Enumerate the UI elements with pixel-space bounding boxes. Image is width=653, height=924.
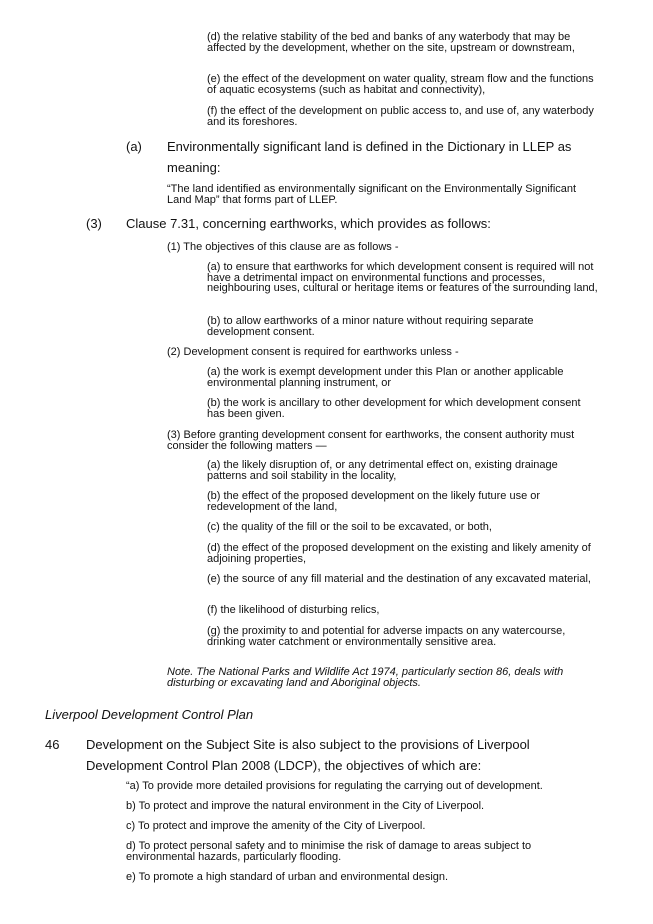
earthworks-sub1-item-b: (b) to allow earthworks of a minor nature without requiring separate development consent.	[207, 315, 534, 338]
para-a-marker: (a)	[126, 139, 142, 154]
para-46-text: Development on the Subject Site is also subject to the provisions of Liverpool Development Control Plan 2008 (LDCP), the objectives of which are:	[86, 737, 530, 773]
earthworks-sub3-item-a: (a) the likely disruption of, or any detrimental effect on, existing drainage patterns and soil stability in the locality,	[207, 459, 558, 482]
earthworks-note: Note. The National Parks and Wildlife Act 1974, particularly section 86, deals with disturbing or excavating land and Aboriginal objects.	[167, 666, 564, 689]
ldcp-objective-e: e) To promote a high standard of urban and environmental design.	[126, 871, 449, 883]
para-3-text: Clause 7.31, concerning earthworks, which provides as follows:	[126, 216, 491, 231]
para-a-quote: “The land identified as environmentally significant on the Environmentally Significant Land Map” that forms part of LLEP.	[167, 183, 577, 206]
earthworks-sub1-item-a: (a) to ensure that earthworks for which development consent is required will not have a detrimental impact on environmental functions and processes, neighbouring uses, cultural or heritage items or features of the surrounding land,	[207, 261, 598, 294]
earthworks-sub3-item-g: (g) the proximity to and potential for adverse impacts on any watercourse, drinking water catchment or environmentally sensitive area.	[207, 625, 566, 648]
clause-item-d: (d) the relative stability of the bed and banks of any waterbody that may be affected by the development, whether on the site, upstream or downstream,	[207, 31, 575, 54]
para-a-text: Environmentally significant land is defined in the Dictionary in LLEP as meaning:	[167, 139, 572, 175]
ldcp-objective-c: c) To protect and improve the amenity of the City of Liverpool.	[126, 820, 426, 832]
para-3-marker: (3)	[86, 216, 102, 231]
earthworks-sub2: (2) Development consent is required for earthworks unless -	[167, 346, 459, 358]
ldcp-objective-d: d) To protect personal safety and to minimise the risk of damage to areas subject to environmental hazards, particularly flooding.	[126, 840, 532, 863]
earthworks-sub3-item-e: (e) the source of any fill material and the destination of any excavated material,	[207, 573, 591, 585]
earthworks-sub2-item-b: (b) the work is ancillary to other development for which development consent has been given.	[207, 397, 581, 420]
para-46-number: 46	[45, 737, 60, 752]
earthworks-sub3-item-d: (d) the effect of the proposed development on the existing and likely amenity of adjoining properties,	[207, 542, 591, 565]
section-heading: Liverpool Development Control Plan	[45, 707, 254, 722]
clause-item-e: (e) the effect of the development on water quality, stream flow and the functions of aquatic ecosystems (such as habitat and connectivity),	[207, 73, 594, 96]
earthworks-sub3-item-f: (f) the likelihood of disturbing relics,	[207, 604, 380, 616]
ldcp-objective-b: b) To protect and improve the natural environment in the City of Liverpool.	[126, 800, 485, 812]
earthworks-sub1: (1) The objectives of this clause are as follows -	[167, 241, 399, 253]
earthworks-sub3-item-c: (c) the quality of the fill or the soil to be excavated, or both,	[207, 521, 492, 533]
earthworks-sub2-item-a: (a) the work is exempt development under this Plan or another applicable environmental planning instrument, or	[207, 366, 564, 389]
clause-item-f: (f) the effect of the development on public access to, and use of, any waterbody and its foreshores.	[207, 105, 594, 128]
earthworks-sub3-item-b: (b) the effect of the proposed development on the likely future use or redevelopment of the land,	[207, 490, 541, 513]
ldcp-objective-a: “a) To provide more detailed provisions for regulating the carrying out of development.	[126, 780, 543, 792]
earthworks-sub3: (3) Before granting development consent for earthworks, the consent authority must consider the following matters —	[167, 429, 575, 452]
